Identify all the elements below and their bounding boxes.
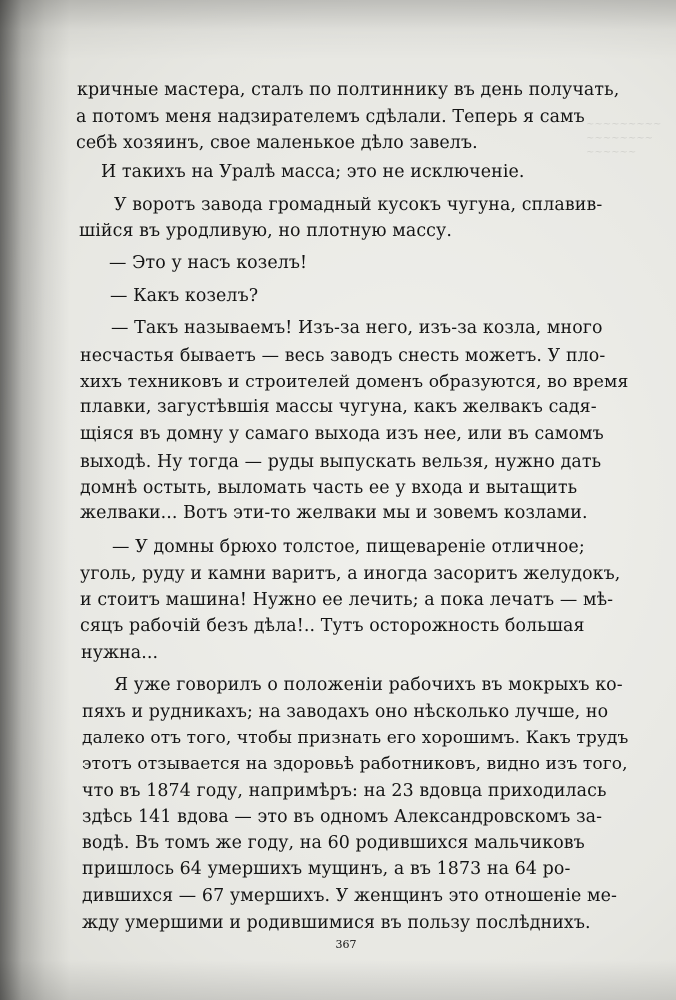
text-line: кричные мастера, сталъ по полтиннику въ день получать, bbox=[77, 80, 620, 100]
bleed-through-text: ~~~~~~~~~ ~~~~~~~~ ~~~~~~ bbox=[586, 119, 662, 158]
text-line: водѣ. Въ томъ же году, на 60 родившихся мальчиковъ bbox=[82, 833, 585, 853]
text-line: и стоитъ машина! Нужно ее лечить; а пока лечатъ — мѣ- bbox=[80, 590, 614, 610]
text-line: И такихъ на Уралѣ масса; это не исключенiе. bbox=[101, 162, 525, 182]
text-line: хихъ техниковъ и строителей доменъ образуются, во время bbox=[80, 372, 629, 392]
text-line: домнѣ остыть, выломать часть ее у входа и вытащить bbox=[80, 478, 578, 498]
text-line: Я уже говорилъ о положенiи рабочихъ въ мокрыхъ ко- bbox=[114, 675, 623, 695]
text-line: щiяся въ домну у самаго выхода изъ нее, или въ самомъ bbox=[80, 424, 604, 444]
text-line: пяхъ и рудникахъ; на заводахъ оно нѣсколько лучше, но bbox=[82, 702, 609, 722]
text-line: сяцъ рабочiй безъ дѣла!.. Тутъ осторожность большая bbox=[80, 616, 585, 636]
text-line: здѣсь 141 вдова — это въ одномъ Александровскомъ за- bbox=[82, 807, 603, 827]
text-line: шiйся въ уродливую, но плотную массу. bbox=[79, 221, 452, 241]
text-line: желваки... Вотъ эти-то желваки мы и зовемъ козлами. bbox=[80, 503, 588, 523]
text-line: — Это у насъ козелъ! bbox=[109, 253, 308, 273]
text-line: — У домны брюхо толстое, пищеваренiе отличное; bbox=[112, 537, 585, 557]
text-line: пришлось 64 умершихъ мущинъ, а въ 1873 на 64 ро- bbox=[82, 859, 571, 879]
text-line: а потомъ меня надзирателемъ сдѣлали. Теперь я самъ bbox=[76, 107, 585, 127]
text-line: плавки, загустѣвшiя массы чугуна, какъ желвакъ садя- bbox=[80, 397, 597, 417]
text-line: несчастья бываетъ — весь заводъ снесть можетъ. У пло- bbox=[80, 346, 606, 366]
text-line: далеко отъ того, чтобы признать его хорошимъ. Какъ трудъ bbox=[82, 728, 629, 748]
text-line: У воротъ завода громадный кусокъ чугуна, сплавив- bbox=[114, 195, 603, 215]
text-line: дившихся — 67 умершихъ. У женщинъ это отношенiе ме- bbox=[82, 886, 617, 906]
text-line: уголь, руду и камни варитъ, а иногда засоритъ желудокъ, bbox=[80, 564, 621, 584]
text-line: себѣ хозяинъ, свое маленькое дѣло завелъ. bbox=[76, 133, 478, 153]
text-line: что въ 1874 году, напримѣръ: на 23 вдовца приходилась bbox=[82, 781, 607, 801]
text-line: нужна... bbox=[81, 643, 159, 663]
text-line: — Какъ козелъ? bbox=[110, 286, 259, 306]
text-line: — Такъ называемъ! Изъ-за него, изъ-за козла, много bbox=[111, 318, 603, 338]
text-line: жду умершими и родившимися въ пользу послѣднихъ. bbox=[82, 913, 591, 933]
text-line: выходѣ. Ну тогда — руды выпускать вельзя, нужно дать bbox=[80, 452, 602, 472]
page-number: 367 bbox=[335, 938, 357, 951]
text-line: этотъ отзывается на здоровьѣ работниковъ, видно изъ того, bbox=[82, 754, 628, 774]
